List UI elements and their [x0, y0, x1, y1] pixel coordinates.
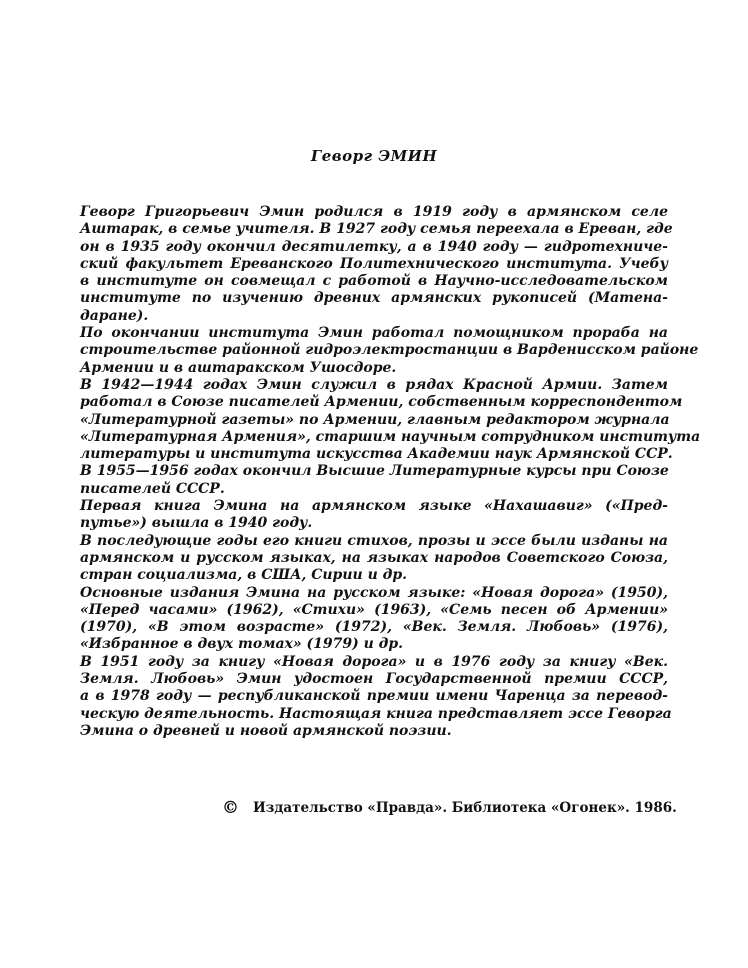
text-line: «Литературная Армения», старшим научным сотрудником института	[80, 428, 701, 445]
text-line: ский факультет Ереванского Политехнического института. Учебу	[80, 255, 668, 272]
text-line: В 1951 году за книгу «Новая дорога» и в 1976 году за книгу «Век.	[80, 653, 668, 670]
text-line: Эмина о древней и новой армянской поэзии.	[80, 722, 452, 739]
text-line: По окончании института Эмин работал помощником прораба на	[80, 325, 668, 342]
text-line: институте по изучению древних армянских рукописей (Матена-	[80, 290, 668, 307]
paragraph	[80, 325, 699, 377]
text-line: армянском и русском языках, на языках народов Советского Союза,	[80, 549, 668, 566]
text-line: литературы и института искусства Академии наук Армянской ССР.	[80, 446, 673, 463]
text-line: работал в Союзе писателей Армении, собственным корреспондентом	[80, 394, 683, 411]
text-line: (1970), «В этом возрасте» (1972), «Век. Земля. Любовь» (1976),	[80, 619, 668, 636]
text-line: писателей СССР.	[80, 480, 225, 497]
biography-text	[80, 204, 701, 740]
paragraph	[80, 463, 668, 498]
text-line: «Литературной газеты» по Армении, главным редактором журнала	[80, 411, 670, 428]
text-line: ческую деятельность. Настоящая книга представляет эссе Геворга	[80, 705, 672, 722]
text-line: В последующие годы его книги стихов, прозы и эссе были изданы на	[80, 532, 668, 549]
paragraph	[80, 498, 668, 533]
text-line: «Избранное в двух томах» (1979) и др.	[80, 636, 404, 653]
paragraph	[80, 533, 668, 585]
copyright-icon: ©	[222, 798, 239, 818]
text-line: строительстве районной гидроэлектростанции в Варденисском районе	[80, 342, 699, 359]
text-line: Основные издания Эмина на русском языке: «Новая дорога» (1950),	[80, 584, 668, 601]
text-line: Армении и в аштаракском Ушосдоре.	[80, 359, 397, 376]
text-line: путье») вышла в 1940 году.	[80, 515, 313, 532]
text-line: В 1955—1956 годах окончил Высшие Литературные курсы при Союзе	[80, 463, 669, 480]
text-line: «Перед часами» (1962), «Стихи» (1963), «Семь песен об Армении»	[80, 601, 668, 618]
text-line: Земля. Любовь» Эмин удостоен Государственной премии СССР,	[80, 671, 668, 688]
text-line: а в 1978 году — республиканской премии имени Чаренца за перевод-	[80, 688, 668, 705]
text-line: даране).	[80, 307, 149, 324]
text-line: в институте он совмещал с работой в Научно-исследовательском	[80, 273, 668, 290]
paragraph	[80, 204, 673, 325]
paragraph	[80, 376, 701, 463]
text-line: стран социализма, в США, Сирии и др.	[80, 567, 408, 584]
publisher-imprint: Издательство «Правда». Библиотека «Огонек». 1986.	[253, 800, 677, 816]
page-title: Геворг ЭМИН	[310, 147, 438, 165]
paragraph	[80, 585, 668, 654]
text-line: он в 1935 году окончил десятилетку, а в 1940 году — гидротехниче-	[80, 238, 668, 255]
paragraph	[80, 653, 672, 740]
text-line: Геворг Григорьевич Эмин родился в 1919 году в армянском селе	[80, 204, 668, 220]
text-line: Аштарак, в семье учителя. В 1927 году семья переехала в Ереван, где	[80, 221, 673, 238]
copyright-line	[222, 798, 677, 818]
text-line: Первая книга Эмина на армянском языке «Нахашавиг» («Пред-	[80, 498, 668, 515]
text-line: В 1942—1944 годах Эмин служил в рядах Красной Армии. Затем	[80, 376, 668, 393]
